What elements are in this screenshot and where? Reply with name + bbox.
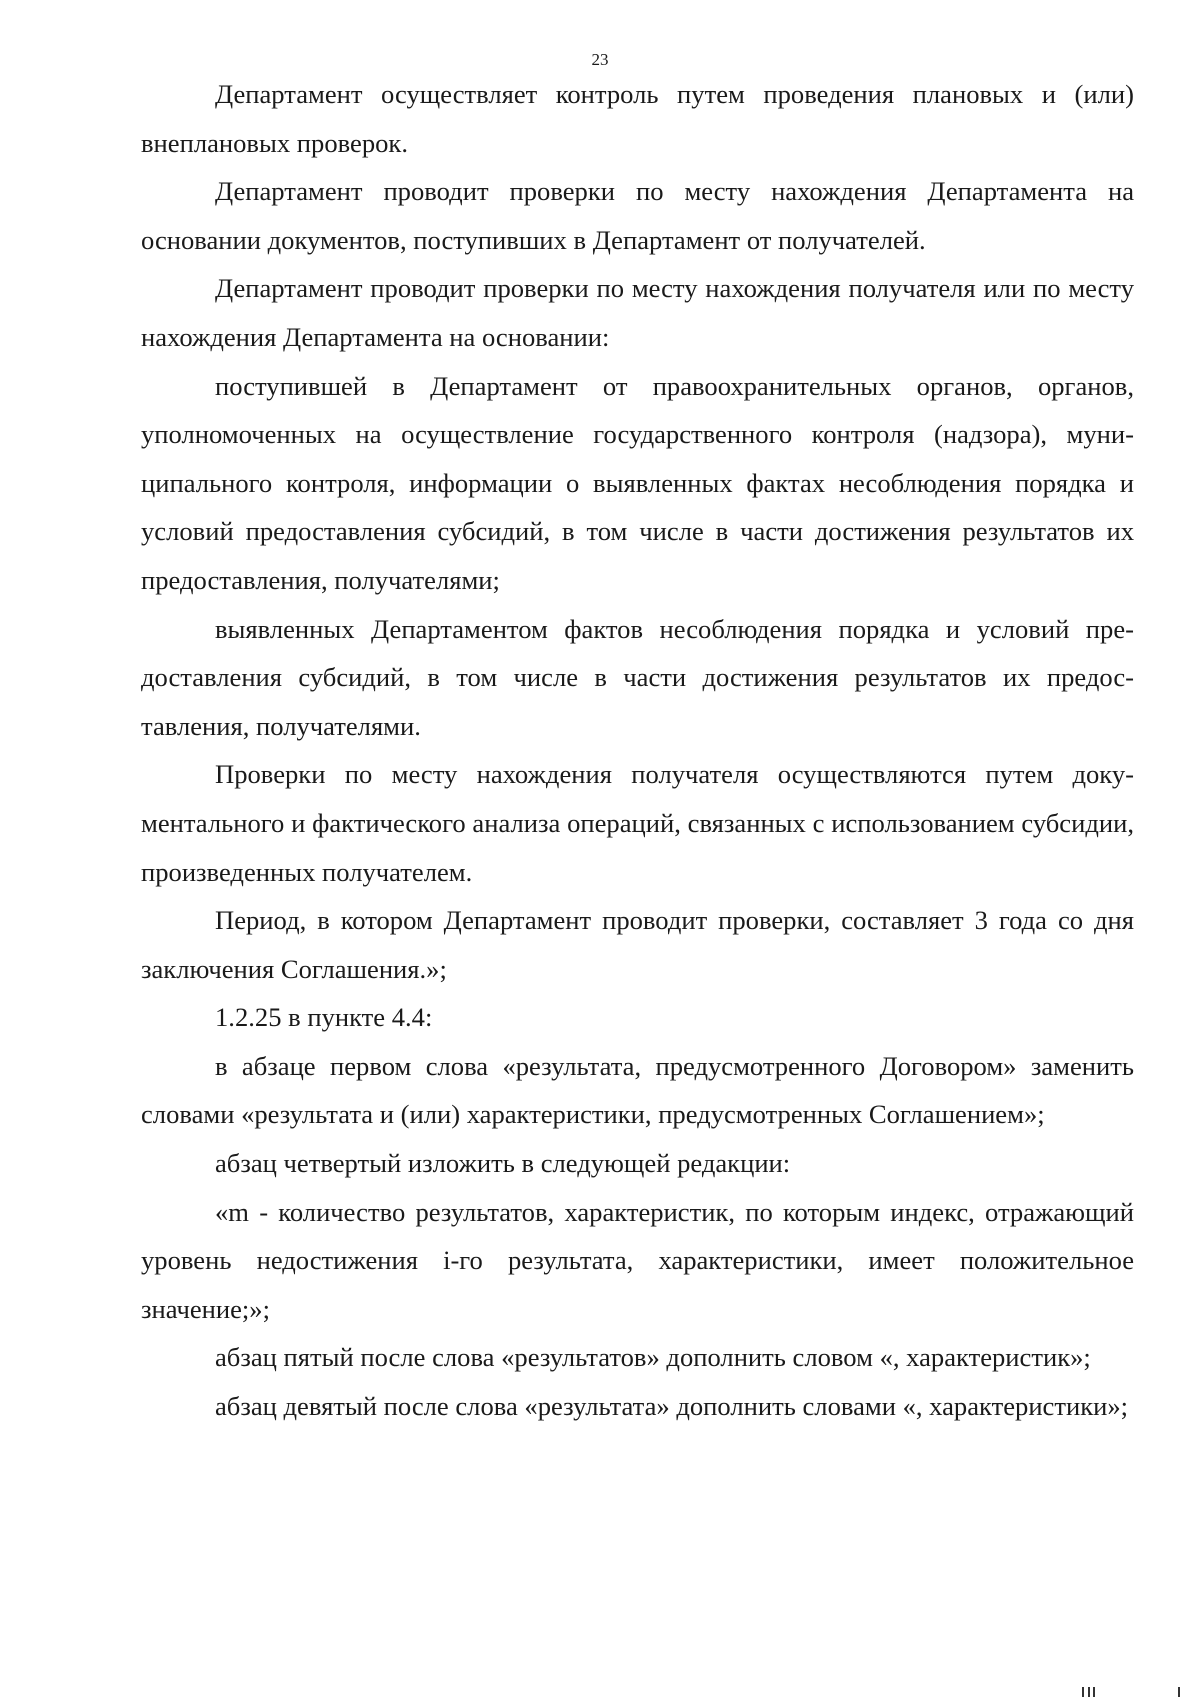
scan-edge-mark: [1088, 1687, 1090, 1697]
paragraph: «m - количество результатов, характеристик, по которым индекс, отражающий уровень недостижения i-го результата, характеристики, имеет положительное значение;»;: [141, 1196, 1134, 1324]
paragraph: поступившей в Департамент от правоохранительных органов, органов, уполномоченных на осуществление государственного контроля (надзора), муниципального контроля, информации о выявленных фактах несоблюдения порядка и условий предоставления субсидий, в том числе в части достижения результатов их предоставления, получателями;: [141, 370, 1134, 595]
paragraph: в абзаце первом слова «результата, предусмотренного Договором» заменить словами «результата и (или) характеристики, предусмотренных Соглашением»;: [141, 1050, 1134, 1130]
paragraph: выявленных Департаментом фактов несоблюдения порядка и условий предоставления субсидий, в том числе в части достижения результатов их предоставления, получателями.: [141, 613, 1134, 741]
paragraph: абзац девятый после слова «результата» дополнить словами «, характеристики»;: [215, 1391, 1129, 1422]
document-body: [141, 70, 1134, 1431]
paragraph: Период, в котором Департамент проводит проверки, составляет 3 года со дня заключения Соглашения.»;: [141, 905, 1134, 984]
paragraph: Проверки по месту нахождения получателя осуществляются путем документального и фактического анализа операций, связанных с использованием субсидии, произведенных получателем.: [141, 759, 1134, 887]
paragraph: абзац четвертый изложить в следующей редакции:: [215, 1148, 791, 1179]
paragraph: 1.2.25 в пункте 4.4:: [215, 1002, 433, 1033]
paragraph: Департамент осуществляет контроль путем проведения плановых и (или) внеплановых проверок.: [141, 79, 1134, 158]
paragraph: Департамент проводит проверки по месту нахождения Департамента на основании документов, поступивших в Департамент от получателей.: [141, 176, 1134, 255]
paragraph: абзац пятый после слова «результатов» дополнить словом «, характеристик»;: [215, 1342, 1091, 1373]
scan-edge-mark: [1093, 1687, 1095, 1697]
scan-edge-mark: [1178, 1687, 1180, 1697]
scan-edge-mark: [1082, 1687, 1084, 1697]
page-number: 23: [591, 50, 609, 69]
paragraph: Департамент проводит проверки по месту нахождения получателя или по месту нахождения Департамента на основании:: [141, 273, 1134, 352]
